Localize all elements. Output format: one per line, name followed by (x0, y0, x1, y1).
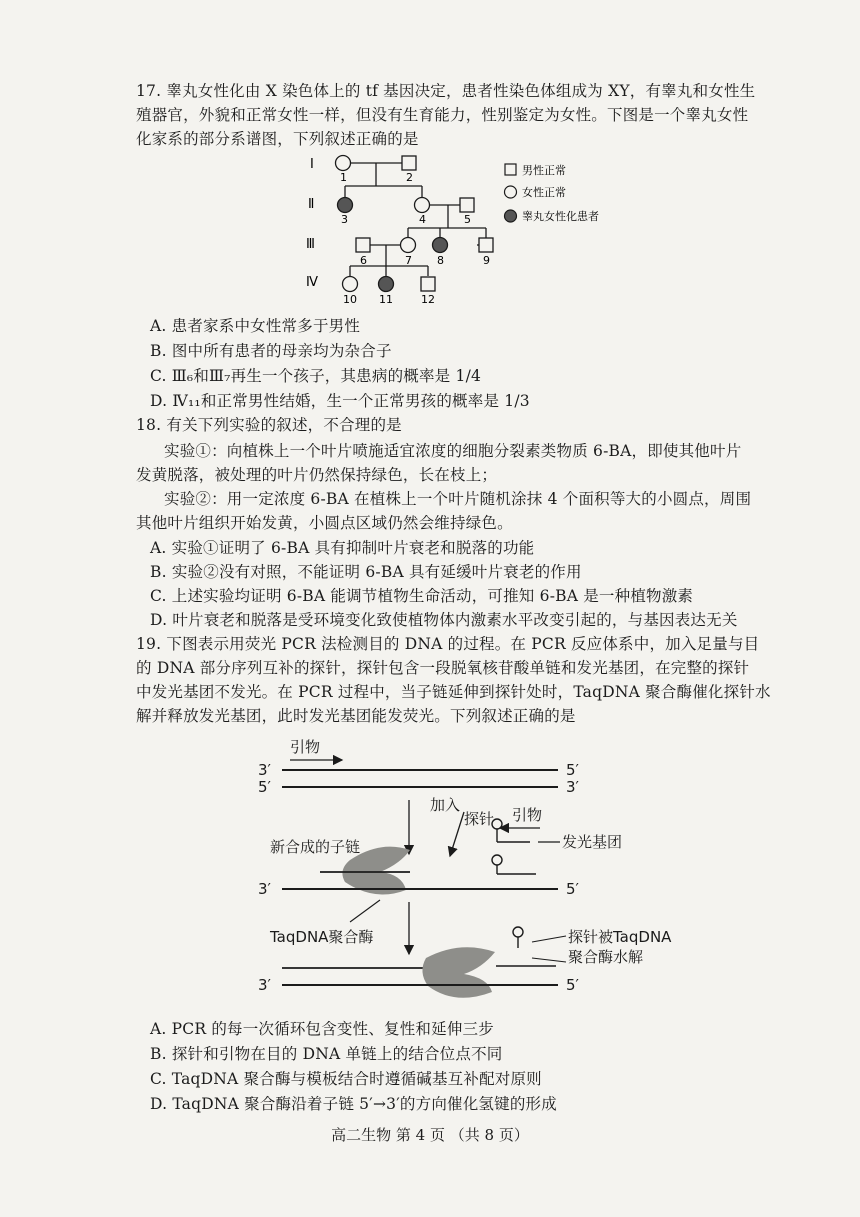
q18-stem: 18. 有关下列实验的叙述，不合理的是 (136, 416, 402, 434)
probe-fluorophore-2-icon (492, 855, 502, 865)
individual-12-male (421, 277, 435, 291)
legend-affected-label: 睾丸女性化患者 (522, 210, 599, 223)
label-11: 11 (379, 293, 393, 306)
legend-female-icon (505, 186, 517, 198)
q18-option-b: B. 实验②没有对照，不能证明 6-BA 具有延缓叶片衰老的作用 (150, 563, 582, 581)
label-12: 12 (421, 293, 435, 306)
label-3: 3 (341, 213, 348, 226)
q18-option-d: D. 叶片衰老和脱落是受环境变化致使植物体内激素水平改变引起的，与基因表达无关 (150, 611, 738, 629)
q17-stem-line-3: 化家系的部分系谱图，下列叙述正确的是 (136, 130, 419, 148)
label-2: 2 (406, 171, 413, 184)
q17-stem-line-1: 17. 睾丸女性化由 X 染色体上的 tf 基因决定，患者性染色体组成为 XY，有睾丸和女性生 (136, 82, 756, 100)
strand-end-3: 3′ (258, 761, 271, 779)
luminous-group-label: 发光基团 (562, 833, 623, 851)
q17-option-d: D. Ⅳ₁₁和正常男性结婚，生一个正常男孩的概率是 1/3 (150, 392, 530, 410)
page-footer: 高二生物 第 4 页 （共 8 页） (331, 1126, 529, 1144)
hydrolysis-label-1: 探针被TaqDNA (568, 928, 672, 946)
label-4: 4 (419, 213, 426, 226)
strand-end-5: 5′ (566, 761, 579, 779)
pcr-diagram (250, 732, 690, 1014)
generation-label-2: Ⅱ (308, 197, 315, 212)
individual-10-female (343, 277, 358, 292)
q18-exp2-line-1: 实验②：用一定浓度 6-BA 在植株上一个叶片随机涂抹 4 个面积等大的小圆点，周围 (164, 490, 752, 508)
strand-end-5d: 5′ (566, 976, 579, 994)
q19-stem-line-3: 中发光基团不发光。在 PCR 过程中，当子链延伸到探针处时，TaqDNA 聚合酶催化探针水 (136, 683, 771, 701)
label-5: 5 (464, 213, 471, 226)
add-label: 加入 (430, 796, 461, 814)
legend-affected-icon (505, 210, 517, 222)
label-6: 6 (360, 254, 367, 267)
individual-4-female (415, 198, 430, 213)
individual-11-affected (379, 277, 394, 292)
individual-1-female (336, 156, 351, 171)
q18-exp1-line-1: 实验①：向植株上一个叶片喷施适宜浓度的细胞分裂素类物质 6-BA，即使其他叶片 (164, 442, 742, 460)
individual-5-male (460, 198, 474, 212)
generation-label-4: Ⅳ (306, 275, 318, 290)
individual-3-affected (338, 198, 353, 213)
individual-8-affected (433, 238, 448, 253)
probe-label: 探针 (464, 810, 495, 828)
individual-2-male (402, 156, 416, 170)
q17-option-a: A. 患者家系中女性常多于男性 (150, 317, 361, 335)
q18-option-c: C. 上述实验均证明 6-BA 能调节植物生命活动，可推知 6-BA 是一种植物激素 (150, 587, 694, 605)
individual-6-male (356, 238, 370, 252)
q19-stem-line-2: 的 DNA 部分序列互补的探针，探针包含一段脱氧核苷酸单链和发光基团，在完整的探针 (136, 659, 750, 677)
q18-exp2-line-2: 其他叶片组织开始发黄，小圆点区域仍然会维持绿色。 (136, 514, 513, 532)
strand-end-3d: 3′ (258, 976, 271, 994)
generation-label-1: Ⅰ (310, 157, 314, 172)
q19-option-b: B. 探针和引物在目的 DNA 单链上的结合位点不同 (150, 1045, 503, 1063)
strand-end-3b: 3′ (566, 778, 579, 796)
q17-option-b: B. 图中所有患者的母亲均为杂合子 (150, 342, 392, 360)
polymerase-label: TaqDNA聚合酶 (270, 928, 374, 946)
q19-stem-line-4: 解并释放发光基团，此时发光基团能发荧光。下列叙述正确的是 (136, 707, 576, 725)
generation-label-3: Ⅲ (306, 237, 315, 252)
q19-option-a: A. PCR 的每一次循环包含变性、复性和延伸三步 (150, 1020, 494, 1038)
pedigree-chart (300, 150, 660, 310)
primer2-label: 引物 (512, 806, 543, 824)
new-strand-label: 新合成的子链 (270, 838, 361, 856)
legend-male-label: 男性正常 (522, 164, 566, 177)
q19-stem-line-1: 19. 下图表示用荧光 PCR 法检测目的 DNA 的过程。在 PCR 反应体系中，加入足量与目 (136, 635, 760, 653)
q18-exp1-line-2: 发黄脱落，被处理的叶片仍然保持绿色，长在枝上； (136, 466, 498, 484)
label-9: 9 (483, 254, 490, 267)
q19-option-c: C. TaqDNA 聚合酶与模板结合时遵循碱基互补配对原则 (150, 1070, 542, 1088)
label-1: 1 (340, 171, 347, 184)
individual-7-female (401, 238, 416, 253)
strand-end-5c: 5′ (566, 880, 579, 898)
legend-female-label: 女性正常 (522, 186, 566, 199)
hydrolysis-label-2: 聚合酶水解 (568, 948, 644, 966)
label-7: 7 (405, 254, 412, 267)
q17-stem-line-2: 殖器官，外貌和正常女性一样，但没有生育能力，性别鉴定为女性。下图是一个睾丸女性 (136, 106, 749, 124)
strand-end-5b: 5′ (258, 778, 271, 796)
individual-9-male (479, 238, 493, 252)
released-fluorophore-icon (513, 927, 523, 937)
hydrolysis-pointer-1 (532, 936, 566, 942)
add-probe-arrow (450, 812, 464, 856)
polymerase-shape-2 (422, 947, 495, 998)
q18-option-a: A. 实验①证明了 6-BA 具有抑制叶片衰老和脱落的功能 (150, 539, 535, 557)
q19-option-d: D. TaqDNA 聚合酶沿着子链 5′→3′的方向催化氢键的形成 (150, 1095, 557, 1113)
polymerase-pointer (350, 900, 380, 922)
label-10: 10 (343, 293, 357, 306)
strand-end-3c: 3′ (258, 880, 271, 898)
hydrolysis-pointer-2 (532, 958, 566, 962)
q17-option-c: C. Ⅲ₆和Ⅲ₇再生一个孩子，其患病的概率是 1/4 (150, 367, 482, 385)
legend-male-icon (505, 164, 516, 175)
primer-label: 引物 (290, 738, 321, 756)
label-8: 8 (437, 254, 444, 267)
